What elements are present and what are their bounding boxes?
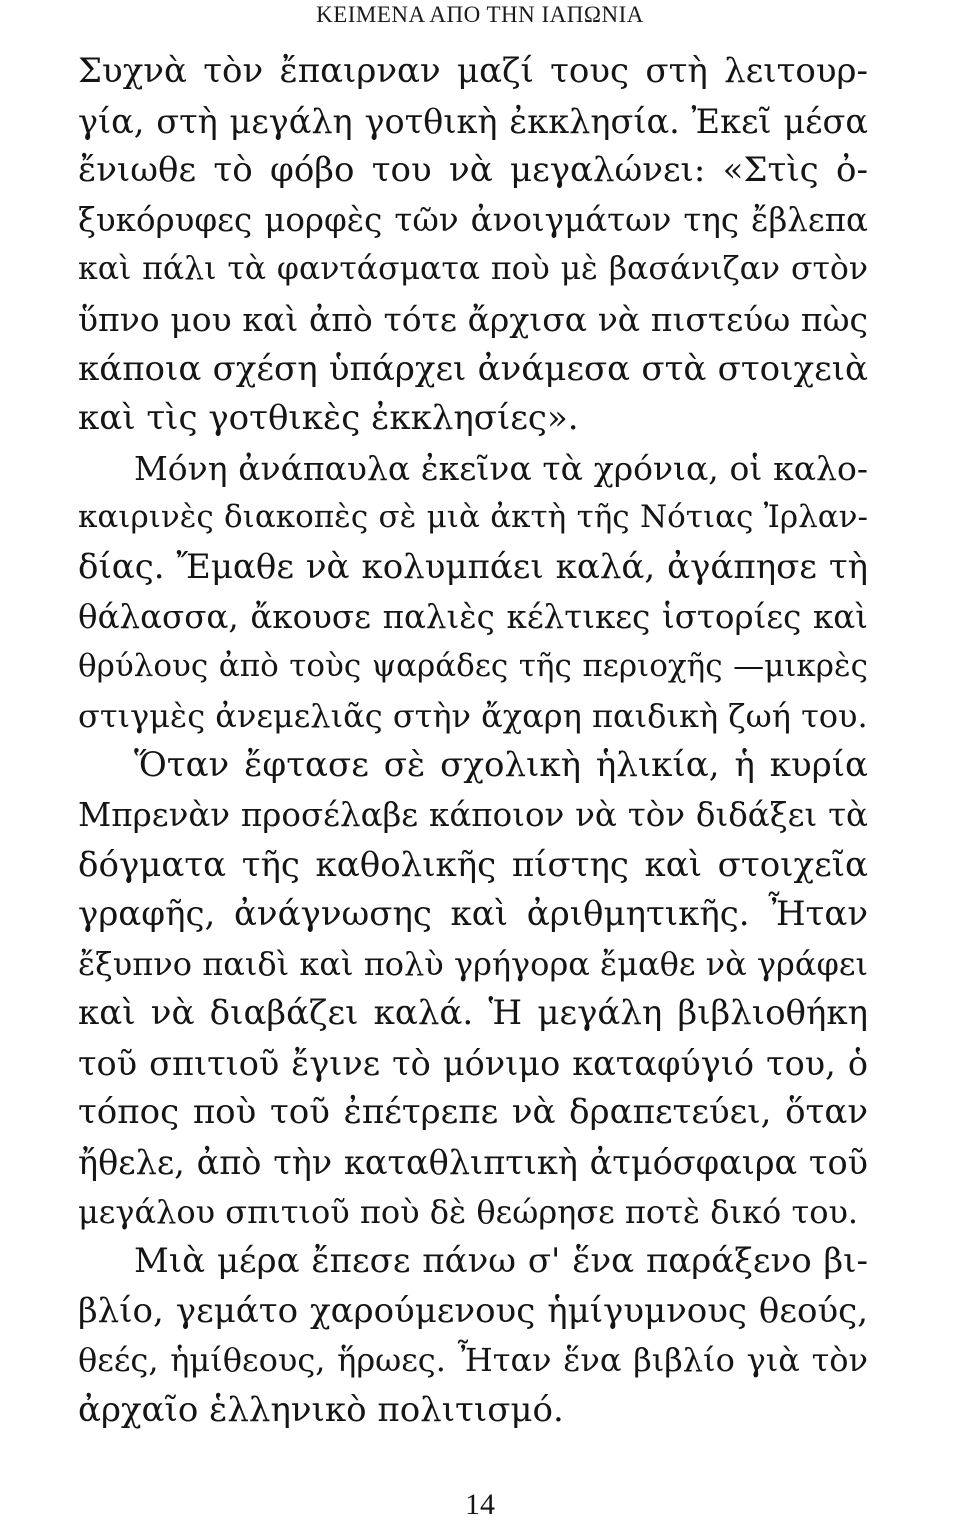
text-line: καιρινὲς διακοπὲς σὲ μιὰ ἀκτὴ τῆς Νότιας Ἰρλαν-	[78, 499, 868, 536]
text-line: καὶ τὶς γοτθικὲς ἐκκλησίες».	[78, 398, 579, 439]
text-line: τόπος ποὺ τοῦ ἐπέτρεπε νὰ δραπετεύει, ὅταν	[78, 1092, 868, 1133]
text-line: καὶ πάλι τὰ φαντάσματα ποὺ μὲ βασάνιζαν στὸν	[78, 251, 868, 288]
text-line: ἔνιωθε τὸ φόβο του νὰ μεγαλώνει: «Στὶς ὀ-	[78, 150, 868, 191]
text-line: δίας. Ἔμαθε νὰ κολυμπάει καλά, ἀγάπησε τὴ	[78, 546, 868, 587]
text-line: δόγματα τῆς καθολικῆς πίστης καὶ στοιχεῖα	[78, 844, 868, 885]
text-line: γία, στὴ μεγάλη γοτθικὴ ἐκκλησία. Ἐκεῖ μέσα	[78, 101, 868, 141]
text-line: καὶ νὰ διαβάζει καλά. Ἡ μεγάλη βιβλιοθήκη	[78, 993, 868, 1034]
text-line: τοῦ σπιτιοῦ ἔγινε τὸ μόνιμο καταφύγιό του, ὁ	[78, 1043, 868, 1083]
body-text	[78, 47, 868, 1436]
text-line: στιγμὲς ἀνεμελιᾶς στὴν ἄχαρη παιδικὴ ζωή του.	[78, 696, 868, 735]
text-line: θάλασσα, ἄκουσε παλιὲς κέλτικες ἱστορίες καὶ	[78, 597, 868, 636]
text-line: γραφῆς, ἀνάγνωσης καὶ ἀριθμητικῆς. Ἦταν	[78, 894, 868, 935]
text-line: Μπρενὰν προσέλαβε κάποιον νὰ τὸν διδάξει τὰ	[78, 795, 868, 834]
text-line: ὕπνο μου καὶ ἀπὸ τότε ἄρχισα νὰ πιστεύω πὼς	[78, 299, 868, 339]
running-header: ΚΕΙΜΕΝΑ ΑΠΟ ΤΗΝ ΙΑΠΩΝΙΑ	[316, 2, 644, 27]
text-line: ἤθελε, ἀπὸ τὴν καταθλιπτικὴ ἀτμόσφαιρα τοῦ	[78, 1143, 868, 1183]
text-line: κάποια σχέση ὑπάρχει ἀνάμεσα στὰ στοιχειὰ	[78, 348, 868, 389]
text-line: ἀρχαῖο ἑλληνικὸ πολιτισμό.	[78, 1390, 564, 1431]
text-line: ξυκόρυφες μορφὲς τῶν ἀνοιγμάτων της ἔβλεπα	[78, 200, 868, 239]
text-line: θρύλους ἀπὸ τοὺς ψαράδες τῆς περιοχῆς —μικρὲς	[78, 648, 868, 685]
text-line: μεγάλου σπιτιοῦ ποὺ δὲ θεώρησε ποτὲ δικό του.	[78, 1192, 859, 1231]
page-number: 14	[465, 1488, 495, 1521]
text-line: Μόνη ἀνάπαυλα ἐκεῖνα τὰ χρόνια, οἱ καλο-	[134, 448, 868, 488]
text-line: βλίο, γεμάτο χαρούμενους ἡμίγυμνους θεούς,	[78, 1290, 868, 1331]
text-line: Μιὰ μέρα ἔπεσε πάνω σ' ἕνα παράξενο βι-	[134, 1241, 868, 1282]
text-line: ἔξυπνο παιδὶ καὶ πολὺ γρήγορα ἔμαθε νὰ γράφει	[78, 944, 868, 983]
text-line: Συχνὰ τὸν ἔπαιρναν μαζί τους στὴ λειτουρ-	[78, 51, 868, 91]
text-line: θεές, ἡμίθεους, ἥρωες. Ἦταν ἕνα βιβλίο γιὰ τὸν	[78, 1341, 868, 1380]
text-line: Ὅταν ἔφτασε σὲ σχολικὴ ἡλικία, ἡ κυρία	[134, 745, 868, 786]
